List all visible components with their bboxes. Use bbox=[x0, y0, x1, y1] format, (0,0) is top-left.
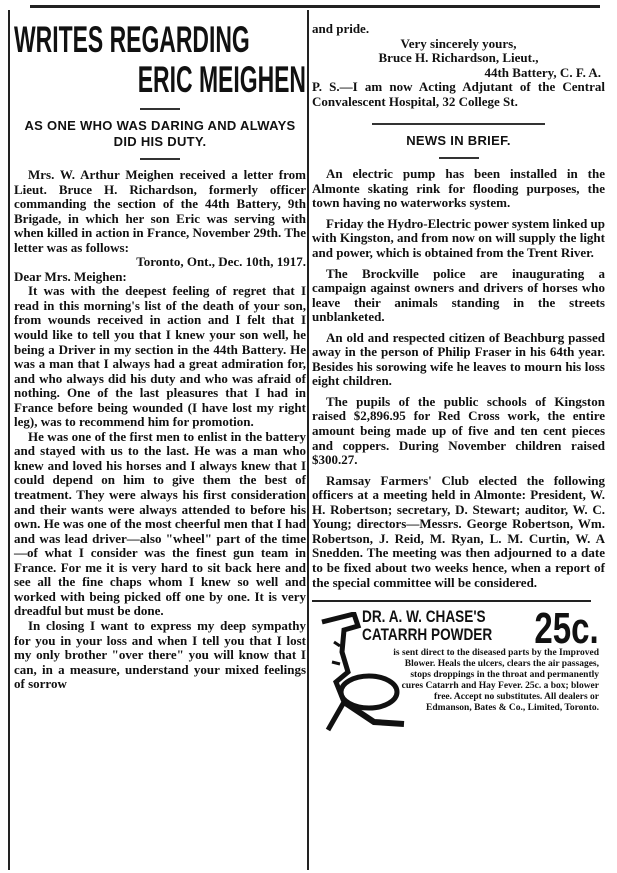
letter-paragraph: It was with the deepest feeling of regret that I read in this morning's list of the death of your son, from wounds received in action and I felt that I would like to tell you that I knew your son well, he being a Driver in my section in the 44th Battery. He was a man that I always had a great admiration for, and who always did his duty and who was afraid of nothing. One of the last pleasures that I had in France before being wounded (I have lost my right leg), was to recommend him for promotion. bbox=[14, 283, 306, 430]
divider bbox=[140, 158, 180, 160]
news-item: An electric pump has been installed in the Almonte skating rink for flooding purposes, the town having no waterworks system. bbox=[312, 166, 605, 211]
divider bbox=[439, 157, 479, 159]
ad-price: 25c. bbox=[534, 604, 599, 654]
news-item: Ramsay Farmers' Club elected the following officers at a meeting held in Almonte: President, W. H. Robertson; secretary, D. Stewart; auditor, W. C. Young; directors—Messrs. George Robertson, Wm. Robertson, J. Reid, M. Ryan, L. M. Curtin, W. A Snedden. The meeting was then adjourned to a date to be fixed about two weeks hence, when a report of the special committee will be considered. bbox=[312, 472, 605, 590]
letter-salutation: Dear Mrs. Meighen: bbox=[14, 268, 127, 284]
news-item: The pupils of the public schools of Kingston raised $2,896.95 for Red Cross work, the entire amount being made up of five and ten cent pieces and coppers. During November children raised $300.27. bbox=[312, 393, 605, 468]
letter-signature: Bruce H. Richardson, Lieut., bbox=[378, 50, 539, 66]
ad-title bbox=[362, 608, 492, 644]
ad-body: is sent direct to the diseased parts by the Improved Blower. Heals the ulcers, clears the air passages, stops droppings in the throat and permanently cures Catarrh and Hay Fever. 25c. a box; blower free. Accept no substitutes. All dealers or Edmanson, Bates & Co., Limited, Toronto. bbox=[393, 648, 599, 714]
news-item: An old and respected citizen of Beachburg passed away in the person of Philip Fraser in his 64th year. Besides his sorowing wife he leaves to mourn his loss eight children. bbox=[312, 329, 605, 389]
headline-line-2: ERIC MEIGHEN bbox=[137, 59, 306, 100]
column-divider-middle bbox=[307, 10, 309, 870]
letter-closing: Very sincerely yours, bbox=[400, 35, 517, 51]
headline-line-1: WRITES REGARDING bbox=[14, 19, 250, 60]
divider bbox=[312, 600, 591, 602]
right-column bbox=[312, 10, 605, 738]
ad-title-line-1: DR. A. W. CHASE'S bbox=[362, 607, 486, 627]
subheadline: AS ONE WHO WAS DARING AND ALWAYS DID HIS DUTY. bbox=[24, 118, 296, 149]
catarrh-powder-ad bbox=[312, 604, 605, 738]
article-intro: Mrs. W. Arthur Meighen received a letter from Lieut. Bruce H. Richardson, formerly officer commanding the section of the 44th Battery, 9th Brigade, in which her son Eric was serving with when killed in action in France, November 29th. The letter was as follows: bbox=[14, 167, 306, 255]
letter-paragraph: In closing I want to express my deep sympathy for you in your loss and when I tell you that I lost my only brother "over there" you will know that I can, in a measure, understand your mixed feelings of sorrow bbox=[14, 617, 306, 692]
news-item: The Brockville police are inaugurating a campaign against owners and drivers of horses who leave their animals standing in the streets unblanketed. bbox=[312, 265, 605, 325]
letter-unit: 44th Battery, C. F. A. bbox=[484, 64, 601, 80]
letter-paragraph: He was one of the first men to enlist in the battery and stayed with us to the last. He was a man who knew and loved his horses and I always knew that I could depend on him to give them the best of treatment. They were always his first consideration and their wants were always attended to before his own. He was one of the most cheerful men that I had and was lead driver—also "wheel" part of the time—of what I consider was the finest gun team in France. For me it is very hard to sit back here and see all the fine chaps whom I knew so well and worked with being picked off one by one. It is very dreadful but must be done. bbox=[14, 428, 306, 619]
column-divider-left bbox=[8, 10, 10, 870]
article-column bbox=[14, 10, 306, 692]
news-heading: NEWS IN BRIEF. bbox=[406, 133, 511, 149]
letter-continuation: and pride. bbox=[312, 21, 370, 36]
top-rule bbox=[30, 5, 600, 8]
letter-dateline: Toronto, Ont., Dec. 10th, 1917. bbox=[136, 254, 306, 270]
letter-postscript: P. S.—I am now Acting Adjutant of the Central Convalescent Hospital, 32 College St. bbox=[312, 79, 605, 109]
news-item: Friday the Hydro-Electric power system linked up with Kingston, and from now on will supply the light and power, which is obtained from the Trent River. bbox=[312, 215, 606, 261]
divider bbox=[372, 123, 545, 125]
divider bbox=[140, 108, 180, 110]
ad-title-line-2: CATARRH POWDER bbox=[362, 625, 493, 645]
